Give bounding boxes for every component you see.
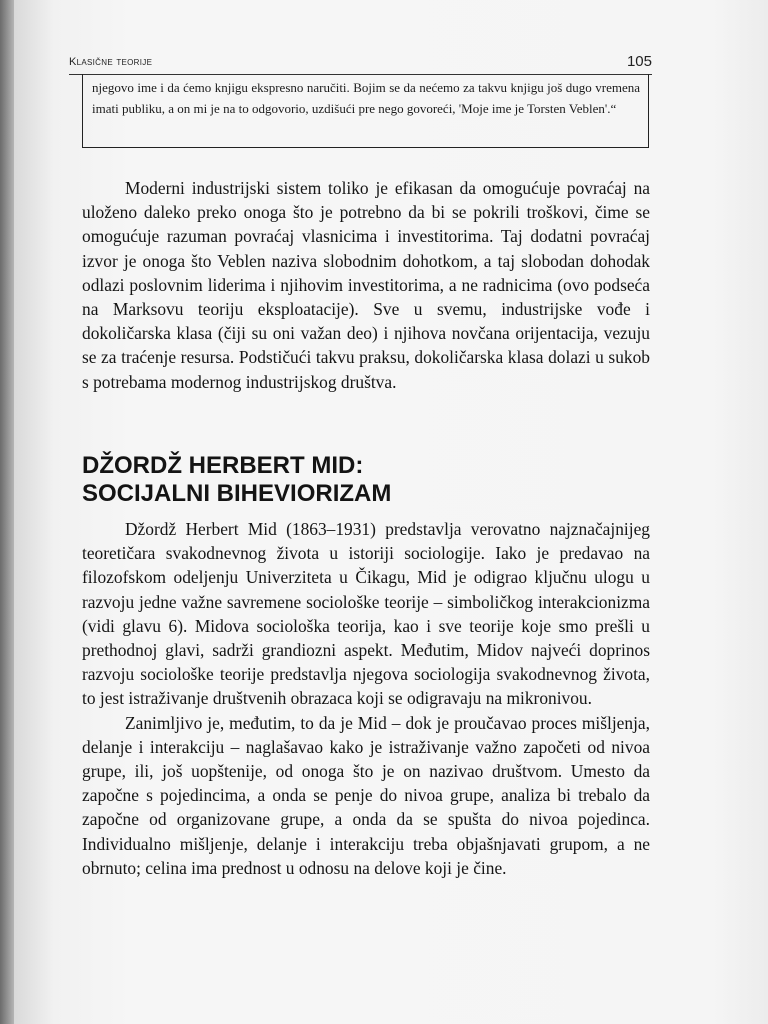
running-header	[69, 53, 652, 73]
body-paragraph-3: Zanimljivo je, međutim, to da je Mid – dok je proučavao proces mišljenja, delanje i interakciju – naglašavao kako je istraživanje važno započeti od nivoa grupe, ili, još uopštenije, od onoga što je on nazivao društvom. Umesto da započne s pojedincima, a onda se penje do nivoa grupe, analiza bi trebalo da započne od organizovane grupe, a onda da se spušta do nivoa pojedinca. Individualno mišljenje, delanje i interakciju treba objašnjavati grupom, a ne obrnuto; celina ima prednost u odnosu na delove koji je čine.	[82, 712, 650, 878]
book-spine-shadow	[0, 0, 14, 1024]
body-paragraphs-block	[82, 517, 650, 880]
section-heading	[82, 452, 650, 508]
quote-box-text: njegovo ime i da ćemo knjigu ekspresno naručiti. Bojim se da nećemo za takvu knjigu još dugo vremena imati publiku, a on mi je na to odgovorio, uzdišući pre nego govoreći, 'Moje ime je Torsten Veblen'.“	[92, 80, 640, 116]
section-heading-line-1: DŽORDŽ HERBERT MID:	[82, 452, 364, 479]
page-number: 105	[626, 53, 652, 70]
body-paragraph-1-block	[82, 176, 650, 394]
running-header-title: Klasične teorije	[69, 56, 153, 68]
section-heading-line-2: SOCIJALNI BIHEVIORIZAM	[82, 480, 392, 507]
body-paragraph-2: Džordž Herbert Mid (1863–1931) predstavlja verovatno najznačajnijeg teoretičara svakodnevnog života u istoriji sociologije. Iako je predavao na filozofskom odeljenju Univerziteta u Čikagu, Mid je odigrao ključnu ulogu u razvoju jedne važne savremene sociološke teorije – simboličkog interakcionizma (vidi glavu 6). Midova sociološka teorija, kao i sve teorije koje smo prešli u prethodnoj glavi, sadrži grandiozni aspekt. Međutim, Midov najveći doprinos razvoju sociološke teorije predstavlja njegova sociologija svakodnevnog života, to jest istraživanje društvenih obrazaca koji se odigravaju na mikronivou.	[82, 519, 650, 709]
body-paragraph-1: Moderni industrijski sistem toliko je efikasan da omogućuje povraćaj na uloženo daleko preko onoga što je potrebno da bi se pokrili troškovi, čime se omogućuje razuman povraćaj vlasnicima i investitorima. Taj dodatni povraćaj izvor je onoga što Veblen naziva slobodnim dohotkom, a taj slobodan dohodak odlazi poslovnim liderima i njihovim investitorima, a ne radnicima (ovo podseća na Marksovu teoriju eksploatacije). Sve u svemu, industrijske vođe i dokoličarska klasa (čiji su oni važan deo) i njihova novčana orijentacija, vezuju se za traćenje resursa. Podstičući takvu praksu, dokoličarska klasa dolazi u sukob s potrebama modernog industrijskog društva.	[82, 178, 650, 392]
